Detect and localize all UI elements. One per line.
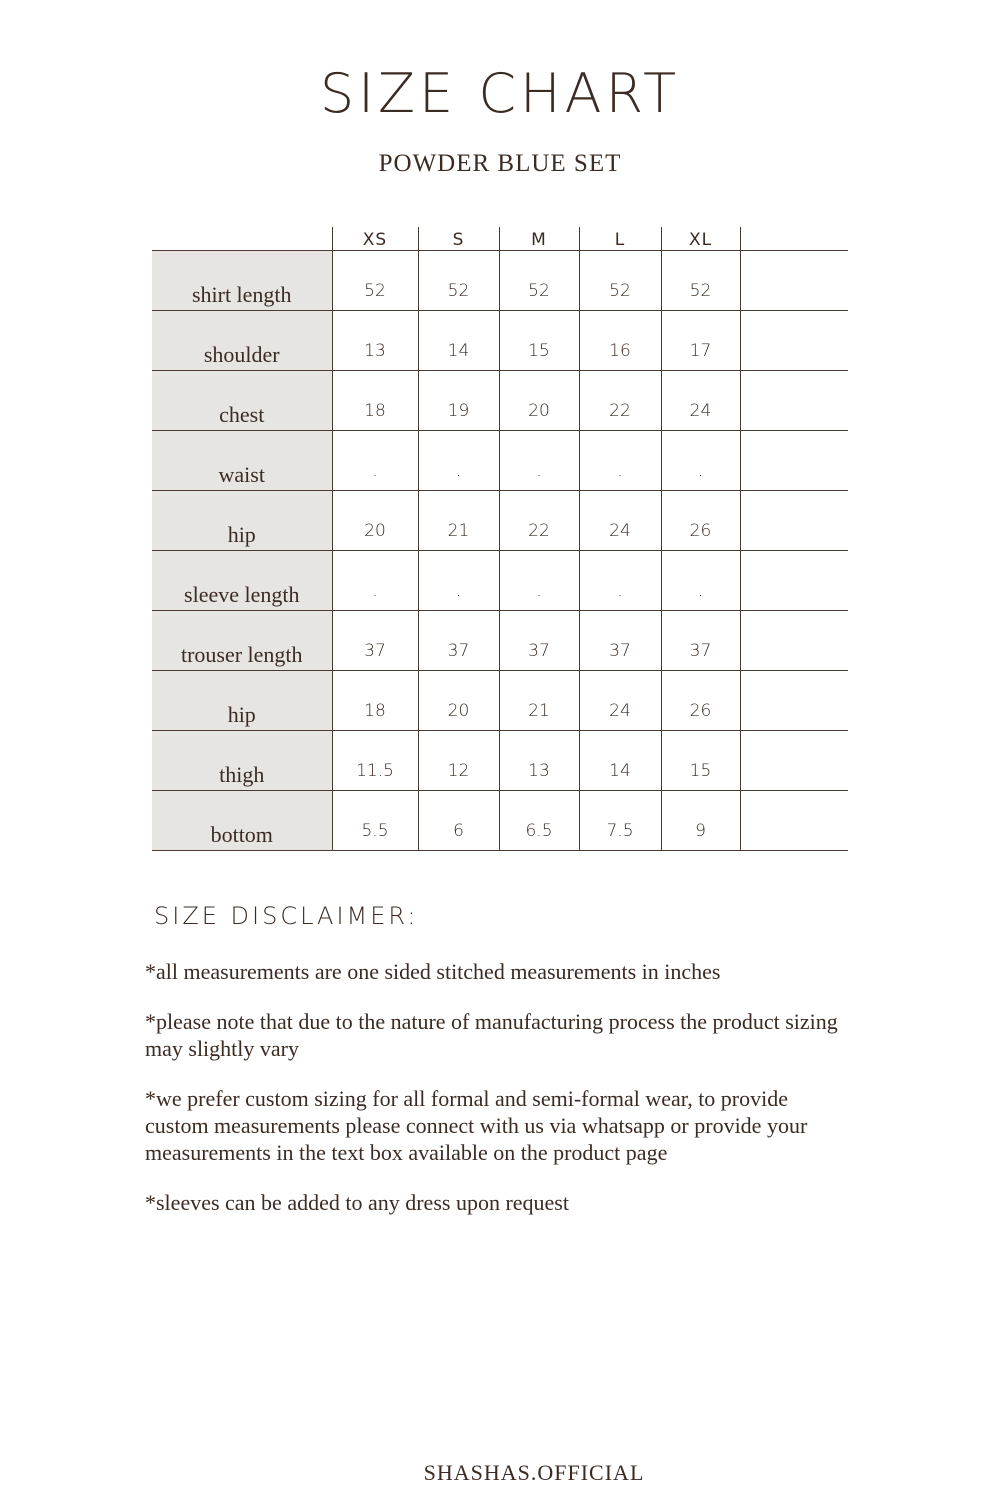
size-chart-table [152, 227, 848, 851]
table-cell: 20 [332, 491, 418, 551]
row-label: shirt length [152, 251, 332, 311]
disclaimer-list [145, 958, 845, 1239]
table-cell: 9 [661, 791, 740, 851]
table-cell: 20 [418, 671, 499, 731]
empty-cell [740, 491, 848, 551]
table-cell: 52 [579, 251, 661, 311]
table-cell: . [661, 551, 740, 611]
empty-cell [740, 371, 848, 431]
table-cell: 37 [499, 611, 579, 671]
table-cell: 19 [418, 371, 499, 431]
table-cell: 21 [418, 491, 499, 551]
disclaimer-item: *sleeves can be added to any dress upon request [145, 1190, 569, 1215]
table-cell: . [332, 431, 418, 491]
table-cell: 37 [418, 611, 499, 671]
table-cell: 24 [661, 371, 740, 431]
table-cell: 52 [332, 251, 418, 311]
empty-cell [740, 551, 848, 611]
table-cell: 52 [661, 251, 740, 311]
table-row [152, 611, 848, 671]
row-label: thigh [152, 731, 332, 791]
empty-cell [740, 611, 848, 671]
table-row [152, 731, 848, 791]
table-cell: 14 [579, 731, 661, 791]
table-cell: 11.5 [332, 731, 418, 791]
table-cell: . [499, 431, 579, 491]
table-cell: 26 [661, 671, 740, 731]
row-label: hip [152, 671, 332, 731]
table-row [152, 311, 848, 371]
empty-cell [740, 791, 848, 851]
table-cell: 52 [499, 251, 579, 311]
table-cell: . [579, 431, 661, 491]
table-cell: 26 [661, 491, 740, 551]
disclaimer-item: *all measurements are one sided stitched measurements in inches [145, 959, 721, 984]
row-label: shoulder [152, 311, 332, 371]
empty-cell [740, 731, 848, 791]
table-cell: 13 [499, 731, 579, 791]
table-row [152, 251, 848, 311]
table-cell: . [332, 551, 418, 611]
table-cell: . [499, 551, 579, 611]
table-cell: 17 [661, 311, 740, 371]
disclaimer-heading: SIZE DISCLAIMER: [154, 902, 419, 930]
table-cell: 37 [332, 611, 418, 671]
table-cell: 5.5 [332, 791, 418, 851]
table-row [152, 371, 848, 431]
table-row [152, 551, 848, 611]
header-extra-cell [740, 227, 848, 251]
empty-cell [740, 671, 848, 731]
size-header-xl: XL [661, 227, 740, 251]
size-header-l: L [579, 227, 661, 251]
table-cell: 22 [499, 491, 579, 551]
table-cell: . [579, 551, 661, 611]
table-cell: 37 [661, 611, 740, 671]
page-title: SIZE CHART [319, 62, 681, 125]
table-cell: 18 [332, 671, 418, 731]
size-header-s: S [418, 227, 499, 251]
table-row [152, 491, 848, 551]
table-cell: 15 [499, 311, 579, 371]
row-label: bottom [152, 791, 332, 851]
size-header-xs: XS [332, 227, 418, 251]
row-label: chest [152, 371, 332, 431]
table-cell: . [661, 431, 740, 491]
empty-cell [740, 311, 848, 371]
row-label: trouser length [152, 611, 332, 671]
disclaimer-item: *we prefer custom sizing for all formal and semi-formal wear, to provide custom measurements please connect with us via whatsapp or provide your measurements in the text box available on the product page [145, 1086, 808, 1165]
row-label: waist [152, 431, 332, 491]
table-cell: 12 [418, 731, 499, 791]
table-cell: 52 [418, 251, 499, 311]
table-row [152, 431, 848, 491]
row-label: sleeve length [152, 551, 332, 611]
table-cell: 22 [579, 371, 661, 431]
table-cell: 24 [579, 671, 661, 731]
table-cell: 6.5 [499, 791, 579, 851]
table-cell: 20 [499, 371, 579, 431]
empty-cell [740, 431, 848, 491]
product-name: POWDER BLUE SET [378, 150, 622, 177]
table-cell: 21 [499, 671, 579, 731]
row-label: hip [152, 491, 332, 551]
header-blank-cell [152, 227, 332, 251]
table-cell: 14 [418, 311, 499, 371]
empty-cell [740, 251, 848, 311]
table-cell: 15 [661, 731, 740, 791]
table-row [152, 671, 848, 731]
table-cell: 18 [332, 371, 418, 431]
table-cell: 24 [579, 491, 661, 551]
table-row [152, 791, 848, 851]
size-header-m: M [499, 227, 579, 251]
table-cell: . [418, 551, 499, 611]
brand-footer: SHASHAS.OFFICIAL [423, 1460, 645, 1485]
size-header-row [152, 227, 848, 251]
table-cell: 6 [418, 791, 499, 851]
table-cell: 16 [579, 311, 661, 371]
table-cell: 7.5 [579, 791, 661, 851]
table-cell: 37 [579, 611, 661, 671]
table-cell: . [418, 431, 499, 491]
disclaimer-item: *please note that due to the nature of manufacturing process the product sizing may slightly vary [145, 1009, 838, 1061]
table-cell: 13 [332, 311, 418, 371]
